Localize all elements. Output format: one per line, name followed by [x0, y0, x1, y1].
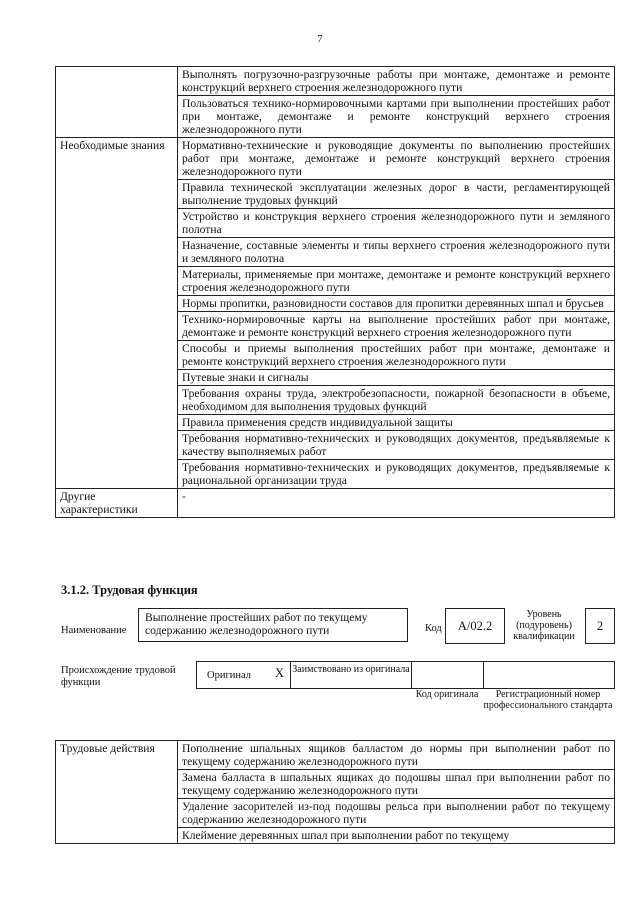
table-cell: Клеймение деревянных шпал при выполнении работ по текущему [178, 828, 615, 844]
code-label: Код [425, 623, 442, 634]
level-label: Уровень (подуровень) квалификации [513, 609, 575, 642]
table-cell: Выполнять погрузочно-разгрузочные работы при монтаже, демонтаже и ремонте конструкций верхнего строения железнодорожного пути [178, 67, 615, 96]
table-cell: - [178, 489, 615, 518]
table-cell: Требования нормативно-технических и руководящих документов, предъявляемые к рациональной организации труда [178, 460, 615, 489]
table-row [56, 489, 615, 518]
reg-number-cell [483, 661, 615, 689]
table-cell: Назначение, составные элементы и типы верхнего строения железнодорожного пути и земляного полотна [178, 238, 615, 267]
original-label: Оригинал [207, 670, 251, 681]
table-cell: Технико-нормировочные карты на выполнение простейших работ при монтаже, демонтаже и ремонте конструкций верхнего строения железнодорожного пути [178, 312, 615, 341]
row-label: Другие характеристики [56, 489, 178, 518]
level-value: 2 [585, 608, 615, 644]
origin-label: Происхождение трудовой функции [61, 665, 176, 688]
name-label: Наименование [61, 625, 127, 636]
borrowed-label: Заимствовано из оригинала [292, 664, 410, 675]
table-row [56, 741, 615, 770]
table-cell: Замена балласта в шпальных ящиках до подошвы шпал при выполнении работ по текущему содержанию железнодорожного пути [178, 770, 615, 799]
table-cell: Путевые знаки и сигналы [178, 370, 615, 386]
table-row [56, 138, 615, 180]
row-label [56, 67, 178, 138]
borrowed-cell [290, 661, 412, 689]
table-cell: Требования охраны труда, электробезопасности, пожарной безопасности в объеме, необходимом для выполнения трудовых функций [178, 386, 615, 415]
table-cell: Материалы, применяемые при монтаже, демонтаже и ремонте конструкций верхнего строения железнодорожного пути [178, 267, 615, 296]
original-cell [196, 661, 291, 689]
original-code-cell [411, 661, 484, 689]
code-caption: Код оригинала [415, 689, 479, 700]
table-cell: Устройство и конструкция верхнего строения железнодорожного пути и земляного полотна [178, 209, 615, 238]
table-cell: Пользоваться технико-нормировочными картами при выполнении простейших работ при монтаже, демонтаже и ремонте конструкций верхнего строения железнодорожного пути [178, 96, 615, 138]
table-cell: Правила технической эксплуатации железных дорог в части, регламентирующей выполнение трудовых функций [178, 180, 615, 209]
section-title: 3.1.2. Трудовая функция [61, 583, 198, 597]
table-cell: Нормативно-технические и руководящие документы по выполнению простейших работ при монтаже, демонтаже и ремонте конструкций верхнего строения железнодорожного пути [178, 138, 615, 180]
reg-caption: Регистрационный номер профессионального стандарта [483, 689, 613, 711]
original-mark: X [275, 666, 285, 680]
labor-actions-table [55, 740, 615, 844]
table-cell: Нормы пропитки, разновидности составов для пропитки деревянных шпал и брусьев [178, 296, 615, 312]
table-row [56, 67, 615, 96]
function-code-value: А/02.2 [445, 608, 505, 644]
table-cell: Способы и приемы выполнения простейших работ при монтаже, демонтаже и ремонте конструкций верхнего строения железнодорожного пути [178, 341, 615, 370]
table-cell: Удаление засорителей из-под подошвы рельса при выполнении работ по текущему содержанию железнодорожного пути [178, 799, 615, 828]
row-label: Необходимые знания [56, 138, 178, 489]
skills-knowledge-table [55, 66, 615, 518]
table-cell: Правила применения средств индивидуальной защиты [178, 415, 615, 431]
table-cell: Пополнение шпальных ящиков балластом до нормы при выполнении работ по текущему содержанию железнодорожного пути [178, 741, 615, 770]
function-name-value: Выполнение простейших работ по текущему содержанию железнодорожного пути [138, 608, 408, 642]
page-number: 7 [317, 33, 323, 45]
row-label: Трудовые действия [56, 741, 178, 844]
table-cell: Требования нормативно-технических и руководящих документов, предъявляемые к качеству выполняемых работ [178, 431, 615, 460]
